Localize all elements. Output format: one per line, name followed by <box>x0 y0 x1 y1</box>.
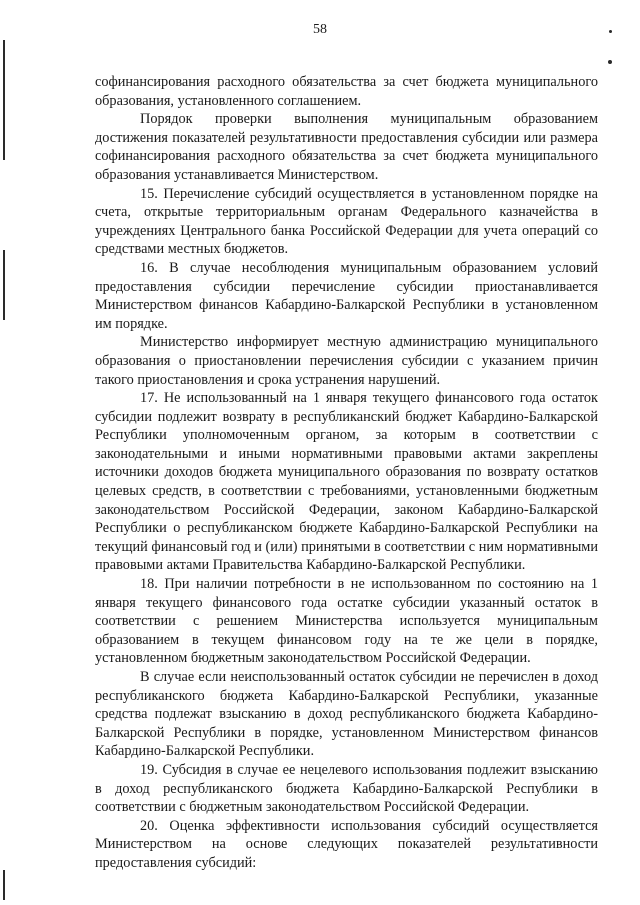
scan-edge-mark <box>3 870 5 900</box>
scan-speck <box>608 60 612 64</box>
paragraph: 16. В случае несоблюдения муниципальным образованием условий предоставления субсидии перечисление субсидии приостанавливается Министерством финансов Кабардино-Балкарской Республики в установленном им порядке. <box>95 259 598 332</box>
paragraph: 18. При наличии потребности в не использованном по состоянию на 1 января текущего финансового года остатке субсидии указанный остаток в соответствии с решением Министерства используется муниципальным образованием в текущем финансовом году на те же цели в порядке, установленном бюджетным законодательством Российской Федерации. <box>95 576 598 667</box>
scan-edge-mark <box>3 250 5 320</box>
paragraph: 17. Не использованный на 1 января текущего финансового года остаток субсидии подлежит возврату в республиканский бюджет Кабардино-Балкарской Республики уполномоченным органом, за которым в соответствии с законодательными и иными нормативными правовыми актами закреплены источники доходов бюджета муниципального образования по возврату остатков целевых средств, в соответствии с требованиями, установленными бюджетным законодательством Российской Федерации, законом Кабардино-Балкарской Республики о республиканском бюджете Кабардино-Балкарской Республики на текущий финансовый год и (или) принятыми в соответствии с ним нормативными правовыми актами Правительства Кабардино-Балкарской Республики. <box>95 390 598 574</box>
paragraph: 19. Субсидия в случае ее нецелевого использования подлежит взысканию в доход республиканского бюджета Кабардино-Балкарской Республики в соответствии с бюджетным законодательством Российской Федерации. <box>95 761 598 816</box>
paragraph: 20. Оценка эффективности использования субсидий осуществляется Министерством на основе следующих показателей результативности предоставления субсидий: <box>95 817 598 871</box>
paragraph: В случае если неиспользованный остаток субсидии не перечислен в доход республиканского бюджета Кабардино-Балкарской Республики, указанные средства подлежат взысканию в доход республиканского бюджета Кабардино-Балкарской Республики в порядке, установленном Министерством финансов Кабардино-Балкарской Республики. <box>95 669 598 760</box>
scan-edge-mark <box>3 40 5 160</box>
page-number: 58 <box>313 22 327 37</box>
paragraph: Порядок проверки выполнения муниципальным образованием достижения показателей результативности предоставления субсидии или размера софинансирования расходного обязательства за счет бюджета муниципального образования устанавливается Министерством. <box>95 111 598 183</box>
document-body <box>95 73 598 873</box>
paragraph: софинансирования расходного обязательства за счет бюджета муниципального образования, установленного соглашением. <box>95 74 598 109</box>
paragraph: Министерство информирует местную администрацию муниципального образования о приостановлении перечисления субсидии с указанием причин такого приостановления и срока устранения нарушений. <box>95 334 598 388</box>
paragraph: 15. Перечисление субсидий осуществляется в установленном порядке на счета, открытые территориальным органам Федерального казначейства в учреждениях Центрального банка Российской Федерации для учета операций со средствами местных бюджетов. <box>95 185 598 258</box>
